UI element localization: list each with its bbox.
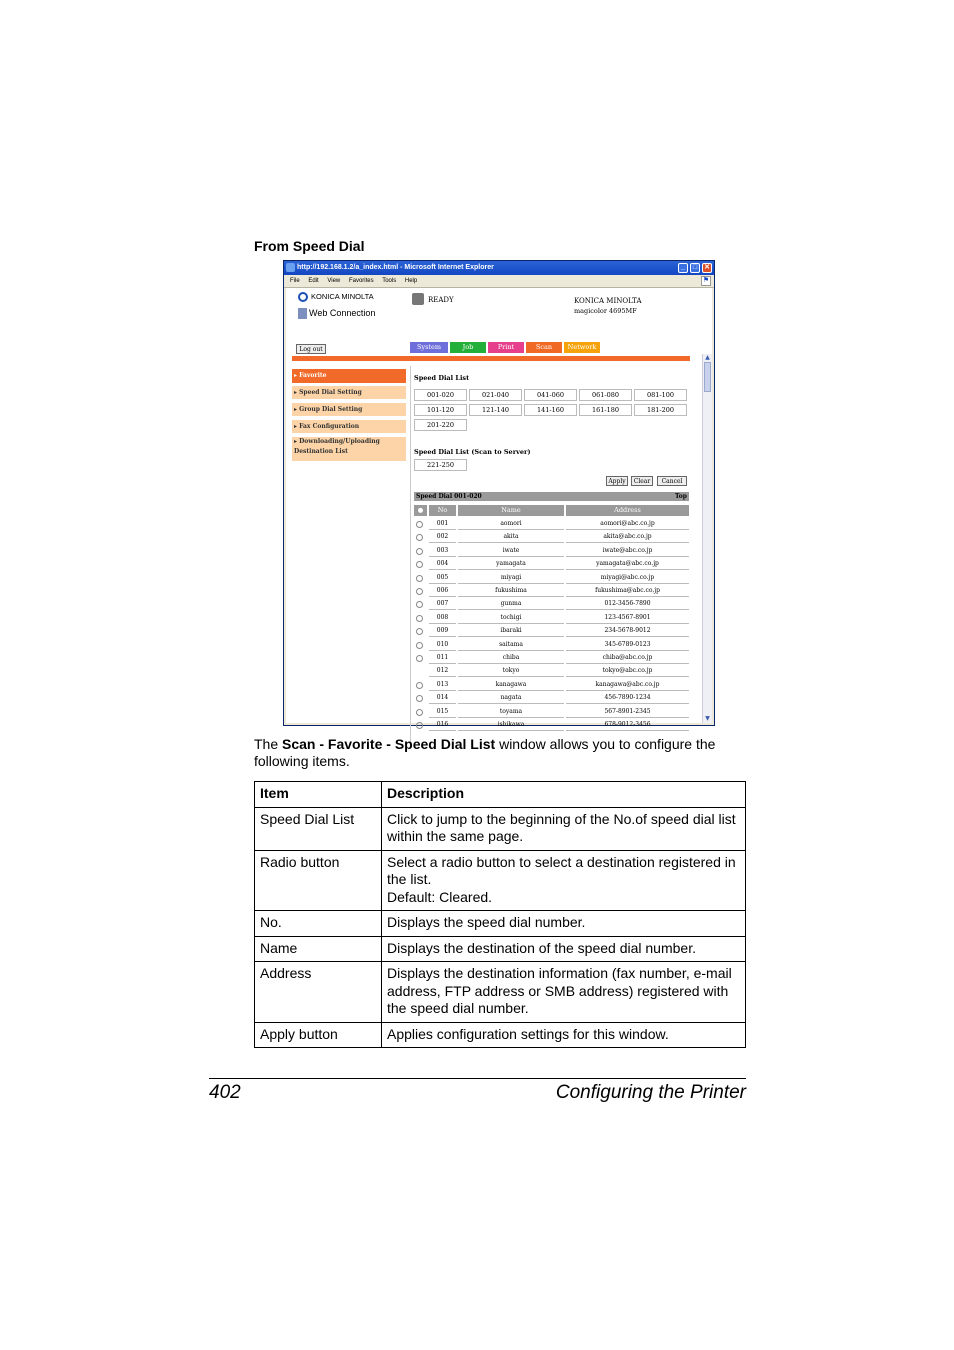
table-row	[414, 679, 689, 692]
menu-view[interactable]: View	[327, 278, 341, 284]
range-link[interactable]: 141-160	[524, 404, 577, 416]
clear-button[interactable]: Clear	[631, 476, 653, 486]
browser-window-screenshot	[283, 260, 715, 726]
speed-dial-list-header	[414, 492, 689, 501]
cell-no: 007	[429, 598, 456, 610]
cell-name: ishikawa	[458, 719, 564, 731]
radio-column-header-icon: ●	[414, 505, 427, 516]
cell-no: 001	[429, 518, 456, 530]
web-connection-logo: Web Connection	[298, 308, 375, 319]
radio-button[interactable]	[416, 615, 423, 622]
radio-button[interactable]	[416, 534, 423, 541]
description-line: Displays the destination information (fax number, e-mail address, FTP address or SMB address) registered with the speed dial number.	[387, 965, 732, 1016]
cell-name: ibaraki	[458, 625, 564, 637]
cell-name: tochigi	[458, 612, 564, 624]
table-row	[414, 665, 689, 678]
range-link[interactable]: 201-220	[414, 419, 467, 431]
table-row	[414, 585, 689, 598]
cell-no: 012	[429, 665, 456, 677]
radio-button[interactable]	[416, 682, 423, 689]
table-row	[414, 639, 689, 652]
menu-favorites[interactable]: Favorites	[348, 278, 374, 284]
cell-no: 015	[429, 706, 456, 718]
cancel-button[interactable]: Cancel	[657, 476, 687, 486]
range-link[interactable]: 101-120	[414, 404, 467, 416]
table-header-row	[255, 782, 746, 808]
cell-name: aomori	[458, 518, 564, 530]
cell-address: tokyo@abc.co.jp	[566, 665, 689, 677]
cell-name: kanagawa	[458, 679, 564, 691]
top-link[interactable]: Top	[675, 493, 687, 500]
tab-print[interactable]: Print	[488, 342, 524, 353]
table-row	[255, 1022, 746, 1048]
logout-button[interactable]: Log out	[296, 344, 326, 354]
cell-address: kanagawa@abc.co.jp	[566, 679, 689, 691]
table-row	[255, 850, 746, 911]
description-cell	[382, 850, 746, 911]
cell-no: 004	[429, 558, 456, 570]
cell-address: 678-9012-3456	[566, 719, 689, 731]
range-link[interactable]: 121-140	[469, 404, 522, 416]
section-title: From Speed Dial	[254, 238, 365, 254]
radio-button[interactable]	[416, 628, 423, 635]
cell-no: 016	[429, 719, 456, 731]
header-item: Item	[255, 782, 382, 808]
apply-button[interactable]: Apply	[606, 476, 628, 486]
range-link[interactable]: 081-100	[634, 389, 687, 401]
close-icon[interactable]: ✕	[702, 263, 712, 273]
table-row	[414, 625, 689, 638]
tab-scan[interactable]: Scan	[526, 342, 562, 353]
model-name: magicolor 4695MF	[574, 307, 637, 315]
radio-button[interactable]	[416, 588, 423, 595]
table-row	[255, 807, 746, 850]
item-cell: Name	[255, 936, 382, 962]
item-cell: Speed Dial List	[255, 807, 382, 850]
description-line: Displays the speed dial number.	[387, 914, 586, 930]
footer-title: Configuring the Printer	[555, 1082, 746, 1103]
cell-name: yamagata	[458, 558, 564, 570]
cell-name: miyagi	[458, 572, 564, 584]
table-row	[255, 936, 746, 962]
description-line: Applies configuration settings for this window.	[387, 1025, 669, 1042]
cell-address: miyagi@abc.co.jp	[566, 572, 689, 584]
pagescope-icon	[298, 308, 307, 319]
cell-name: fukushima	[458, 585, 564, 597]
radio-button[interactable]	[416, 601, 423, 608]
table-row	[414, 692, 689, 705]
menu-item-favorite[interactable]: ▸ Favorite	[292, 369, 406, 383]
table-row	[414, 652, 689, 665]
tab-network[interactable]: Network	[564, 342, 600, 353]
cell-address: yamagata@abc.co.jp	[566, 558, 689, 570]
cell-name: toyama	[458, 706, 564, 718]
table-row	[255, 911, 746, 937]
cell-name: tokyo	[458, 665, 564, 677]
cell-address: 234-5678-9012	[566, 625, 689, 637]
browser-title: http://192.168.1.2/a_index.html - Microsoft Internet Explorer	[297, 264, 494, 271]
column-header-address: Address	[566, 505, 689, 516]
radio-button[interactable]	[416, 695, 423, 702]
column-header-no: No	[429, 505, 456, 516]
cell-no: 009	[429, 625, 456, 637]
radio-button[interactable]	[416, 575, 423, 582]
description-line: Click to jump to the beginning of the No.of speed dial list within the same page.	[387, 810, 736, 844]
radio-button[interactable]	[416, 561, 423, 568]
cell-address: 012-3456-7890	[566, 598, 689, 610]
description-cell	[382, 911, 746, 937]
range-link[interactable]: 041-060	[524, 389, 577, 401]
cell-address: chiba@abc.co.jp	[566, 652, 689, 664]
cell-no: 011	[429, 652, 456, 664]
description-cell	[382, 962, 746, 1023]
menu-divider	[410, 366, 411, 746]
printer-status-icon	[412, 293, 424, 305]
minimize-icon[interactable]: _	[678, 263, 688, 273]
table-row	[414, 598, 689, 611]
scroll-down-icon[interactable]: ▼	[705, 715, 710, 722]
radio-button[interactable]	[416, 642, 423, 649]
browser-titlebar	[284, 261, 714, 275]
range-link[interactable]: 021-040	[469, 389, 522, 401]
konica-minolta-globe-icon	[298, 292, 308, 302]
speed-dial-column-headers	[414, 505, 689, 516]
table-row	[414, 531, 689, 544]
printer-status: READY	[428, 296, 454, 304]
cell-address: aomori@abc.co.jp	[566, 518, 689, 530]
browser-menubar	[284, 275, 714, 288]
range-link[interactable]: 001-020	[414, 389, 467, 401]
cell-address: akita@abc.co.jp	[566, 531, 689, 543]
cell-no: 010	[429, 639, 456, 651]
cell-no: 014	[429, 692, 456, 704]
table-row	[414, 612, 689, 625]
table-row	[414, 558, 689, 571]
radio-button[interactable]	[416, 548, 423, 555]
cell-name: iwate	[458, 545, 564, 557]
menu-tools[interactable]: Tools	[382, 278, 397, 284]
description-line: Select a radio button to select a destination registered in the list.	[387, 853, 736, 887]
table-row	[414, 719, 689, 732]
range-link[interactable]: 161-180	[579, 404, 632, 416]
scan-to-server-label: Speed Dial List (Scan to Server)	[414, 448, 531, 456]
tab-job[interactable]: Job	[450, 342, 486, 353]
cell-no: 013	[429, 679, 456, 691]
scroll-up-icon[interactable]: ▲	[705, 354, 710, 361]
item-cell: Radio button	[255, 850, 382, 911]
table-row	[414, 518, 689, 531]
cell-name: gunma	[458, 598, 564, 610]
item-cell: Address	[255, 962, 382, 1023]
table-row	[414, 572, 689, 585]
tab-system[interactable]: System	[410, 342, 448, 353]
cell-no: 002	[429, 531, 456, 543]
range-link[interactable]: 061-080	[579, 389, 632, 401]
description-cell	[382, 807, 746, 850]
webpage-content	[286, 288, 712, 728]
cell-address: 456-7890-1234	[566, 692, 689, 704]
table-row	[414, 706, 689, 719]
model-maker: KONICA MINOLTA	[574, 297, 642, 305]
radio-button[interactable]	[416, 722, 423, 729]
header-description: Description	[382, 782, 746, 808]
description-line: Default: Cleared.	[387, 888, 493, 905]
cell-name: nagata	[458, 692, 564, 704]
windows-flag-icon: ⚑	[702, 277, 710, 284]
scan-range-link[interactable]: 221-250	[414, 459, 467, 471]
intro-paragraph: The Scan - Favorite - Speed Dial List window allows you to configure the following items.	[254, 736, 716, 769]
description-line: Displays the destination of the speed dial number.	[387, 939, 696, 956]
cell-no: 005	[429, 572, 456, 584]
menu-item-download-upload-destination-list[interactable]: ▸ Downloading/Uploading Destination List	[292, 437, 406, 461]
page-number: 402	[209, 1082, 241, 1103]
cell-address: 123-4567-8901	[566, 612, 689, 624]
description-cell	[382, 1022, 746, 1048]
footer-rule	[209, 1078, 746, 1079]
speed-dial-list-label: Speed Dial List	[414, 374, 470, 382]
cell-address: 567-8901-2345	[566, 706, 689, 718]
cell-no: 008	[429, 612, 456, 624]
menu-item-fax-configuration[interactable]: ▸ Fax Configuration	[292, 420, 406, 433]
cell-no: 003	[429, 545, 456, 557]
radio-button[interactable]	[416, 521, 423, 528]
description-cell	[382, 936, 746, 962]
scroll-thumb[interactable]	[704, 362, 711, 392]
ie-icon	[286, 263, 295, 272]
cell-name: akita	[458, 531, 564, 543]
header-divider	[292, 356, 690, 361]
item-cell: Apply button	[255, 1022, 382, 1048]
maximize-icon[interactable]: □	[690, 263, 700, 273]
column-header-name: Name	[458, 505, 564, 516]
radio-button[interactable]	[416, 709, 423, 716]
cell-address: 345-6789-0123	[566, 639, 689, 651]
cell-name: saitama	[458, 639, 564, 651]
radio-button[interactable]	[416, 655, 423, 662]
menu-file[interactable]: File	[290, 278, 300, 284]
cell-address: iwate@abc.co.jp	[566, 545, 689, 557]
vertical-scrollbar[interactable]	[702, 354, 712, 723]
table-row	[414, 545, 689, 558]
cell-no: 006	[429, 585, 456, 597]
menu-help[interactable]: Help	[404, 278, 418, 284]
range-link[interactable]: 181-200	[634, 404, 687, 416]
menu-item-speed-dial-setting[interactable]: ▸ Speed Dial Setting	[292, 386, 406, 399]
description-table	[254, 781, 746, 1048]
window-path: Scan - Favorite - Speed Dial List	[282, 736, 496, 752]
speed-dial-list-title: Speed Dial 001-020	[416, 493, 482, 500]
menu-edit[interactable]: Edit	[308, 278, 319, 284]
cell-name: chiba	[458, 652, 564, 664]
menu-item-group-dial-setting[interactable]: ▸ Group Dial Setting	[292, 403, 406, 416]
item-cell: No.	[255, 911, 382, 937]
table-row	[255, 962, 746, 1023]
cell-address: fukushima@abc.co.jp	[566, 585, 689, 597]
konica-minolta-logo: KONICA MINOLTA	[298, 292, 374, 302]
